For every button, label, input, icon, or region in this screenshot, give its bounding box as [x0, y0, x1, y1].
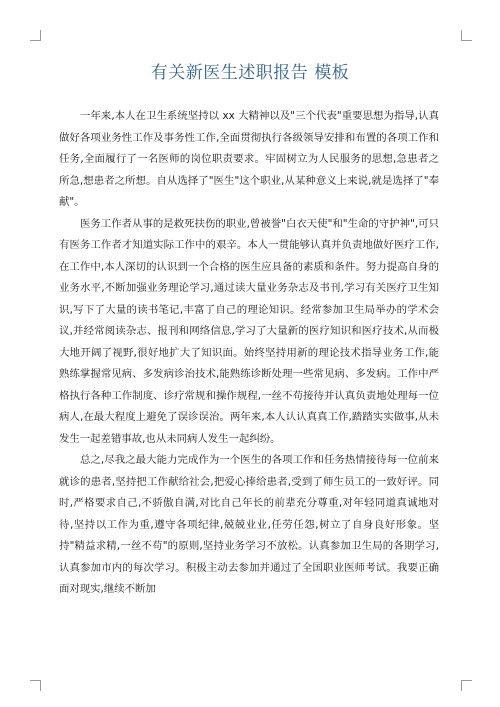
document-title: 有关新医生述职报告 模板 [150, 63, 350, 83]
paragraph-2: 医务工作者从事的是救死扶伤的职业,曾被誉"白衣天使"和"生命的守护神",可只有医务工作者才知道实际工作中的艰辛。本人一贯能够认真并负责地做好医疗工作,在工作中,本人深切的认识到一个合格的医生应具备的素质和条件。努力提高自身的业务水平,不断加强业务理论学习,通过读大量业务杂志及书刊,学习有关医疗卫生知识,写下了大量的读书笔记,丰富了自己的理论知识。经常参加卫生局举办的学术会议,并经常阅读杂志、报刊和网络信息,学习了大量新的医疗知识和医疗技术,从而极大地开阔了视野,很好地扩大了知识面。始终坚持用新的理论技术指导业务工作,能熟练掌握常见病、多发病诊治技术,能熟练诊断处理一些常见病、多发病。工作中严格执行各种工作制度、诊疗常规和操作规程,一丝不苟接待并认真负责地处理每一位病人,在最大程度上避免了误诊误治。两年来,本人认认真真工作,踏踏实实做事,从未发生一起差错事故,也从未同病人发生一起纠纷。 [59, 217, 439, 445]
crop-mark-top-left [30, 30, 41, 41]
paragraph-1: 一年来,本人在卫生系统坚持以 xx 大精神以及"三个代表"重要思想为指导,认真做好各项业务性工作及事务性工作,全面贯彻执行各级领导安排和布置的各项工作和任务,全面履行了一名医师的岗位职责要求。牢固树立为人民服务的思想,急患者之所急,想患者之所想。自从选择了"医生"这个职业,从某种意义上来说,就是选择了"奉献"。 [59, 110, 439, 208]
paragraph-3: 总之,尽我之最大能力完成作为一个医生的各项工作和任务热情接待每一位前来就诊的患者,坚持把工作献给社会,把爱心捧给患者,受到了师生员工的一致好评。同时,严格要求自己,不骄傲自满,对比自己年长的前辈充分尊重,对年轻同道真诚地对待,坚持以工作为重,遵守各项纪律,兢兢业业,任劳任怨,树立了自身良好形象。坚持"精益求精,一丝不苟"的原则,坚持业务学习不放松。认真参加卫生局的各期学习,认真参加市内的每次学习。积极主动去参加并通过了全国职业医师考试。我要正确面对现实,继续不断加 [59, 454, 439, 595]
document-body [59, 106, 439, 601]
crop-mark-bottom-left [30, 680, 41, 691]
crop-mark-bottom-right [461, 680, 472, 691]
crop-mark-top-right [461, 30, 472, 41]
